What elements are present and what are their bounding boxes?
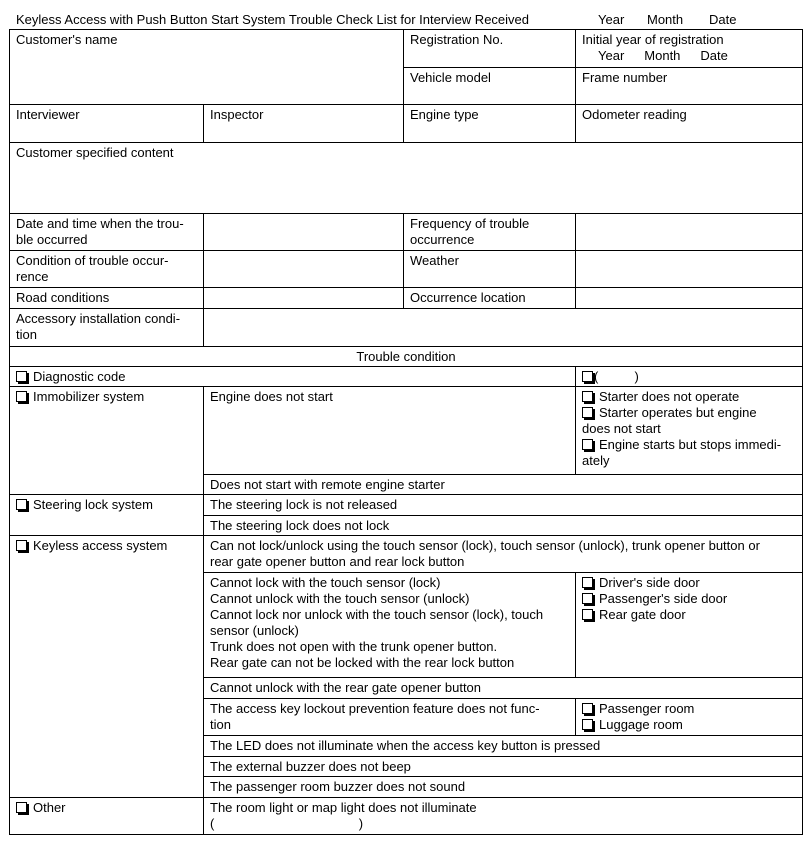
steering-not-lock: The steering lock does not lock (204, 516, 803, 536)
room-light-item: The room light or map light does not illuminate ( ) (204, 798, 803, 835)
remote-starter-item: Does not start with remote engine starter (204, 475, 803, 495)
odometer-field[interactable]: Odometer reading (576, 105, 803, 143)
initial-year-field[interactable]: Initial year of registration Year Month Date (576, 30, 803, 68)
lockout-prevention: The access key lockout prevention feature does not func- tion (204, 699, 576, 736)
frequency-value[interactable] (576, 214, 803, 251)
engine-type-field[interactable]: Engine type (404, 105, 576, 143)
diagnostic-code-item[interactable]: Diagnostic code (10, 367, 576, 387)
other-item[interactable]: Other (10, 798, 204, 835)
road-value[interactable] (204, 288, 404, 309)
vehicle-model-field[interactable]: Vehicle model (404, 68, 576, 105)
inspector-field[interactable]: Inspector (204, 105, 404, 143)
received-date: Date (709, 12, 737, 27)
rear-gate-unlock: Cannot unlock with the rear gate opener button (204, 678, 803, 699)
weather-value[interactable] (576, 251, 803, 288)
cannot-lock-unlock: Can not lock/unlock using the touch sensor (lock), touch sensor (unlock), trunk opener button or rear gate opener button and rear lock button (204, 536, 803, 573)
customer-name-field[interactable]: Customer's name (10, 30, 404, 105)
date-time-label: Date and time when the trou- ble occurred (10, 214, 204, 251)
led-item: The LED does not illuminate when the access key button is pressed (204, 736, 803, 757)
checkbox-icon[interactable] (582, 609, 593, 620)
received-year: Year (598, 12, 625, 27)
accessory-value[interactable] (204, 309, 803, 347)
checkbox-icon[interactable] (582, 439, 593, 450)
engine-not-start: Engine does not start (204, 387, 576, 475)
checkbox-icon[interactable] (16, 540, 27, 551)
checkbox-icon[interactable] (582, 719, 593, 730)
checkbox-icon[interactable] (582, 407, 593, 418)
lock-issues-list: Cannot lock with the touch sensor (lock) Cannot unlock with the touch sensor (unlock) Cannot lock nor unlock with the touch sensor (lock), touch sensor (unlock) Trunk does not open with the trunk opener button. Rear gate can not be locked with the rear lock button (204, 573, 576, 678)
road-label: Road conditions (10, 288, 204, 309)
checkbox-icon[interactable] (16, 391, 27, 402)
weather-label: Weather (404, 251, 576, 288)
frame-number-field[interactable]: Frame number (576, 68, 803, 105)
form-title: Keyless Access with Push Button Start System Trouble Check List for Interview Received (16, 12, 529, 27)
condition-value[interactable] (204, 251, 404, 288)
location-label: Occurrence location (404, 288, 576, 309)
keyless-access-item[interactable]: Keyless access system (10, 536, 204, 798)
steering-lock-item[interactable]: Steering lock system (10, 495, 204, 536)
frequency-label: Frequency of trouble occurrence (404, 214, 576, 251)
checkbox-icon[interactable] (16, 802, 27, 813)
checkbox-icon[interactable] (582, 593, 593, 604)
checkbox-icon[interactable] (582, 371, 593, 382)
customer-content-field[interactable]: Customer specified content (10, 143, 803, 214)
condition-label: Condition of trouble occur- rence (10, 251, 204, 288)
room-options: Passenger room Luggage room (576, 699, 803, 736)
immobilizer-item[interactable]: Immobilizer system (10, 387, 204, 495)
trouble-condition-heading: Trouble condition (10, 347, 803, 367)
external-buzzer-item: The external buzzer does not beep (204, 757, 803, 777)
engine-options: Starter does not operate Starter operates but engine does not start Engine starts but stops immedi- ately (576, 387, 803, 475)
registration-no-field[interactable]: Registration No. (404, 30, 576, 68)
form-title-line (16, 12, 737, 27)
checkbox-icon[interactable] (582, 577, 593, 588)
diagnostic-code-value[interactable]: ( ) (576, 367, 803, 387)
checkbox-icon[interactable] (16, 371, 27, 382)
room-buzzer-item: The passenger room buzzer does not sound (204, 777, 803, 798)
date-time-value[interactable] (204, 214, 404, 251)
steering-not-released: The steering lock is not released (204, 495, 803, 516)
interviewer-field[interactable]: Interviewer (10, 105, 204, 143)
location-value[interactable] (576, 288, 803, 309)
door-options: Driver's side door Passenger's side door Rear gate door (576, 573, 803, 678)
received-month: Month (647, 12, 684, 27)
checkbox-icon[interactable] (16, 499, 27, 510)
checklist-table (9, 29, 803, 835)
checkbox-icon[interactable] (582, 703, 593, 714)
checkbox-icon[interactable] (582, 391, 593, 402)
accessory-label: Accessory installation condi- tion (10, 309, 204, 347)
